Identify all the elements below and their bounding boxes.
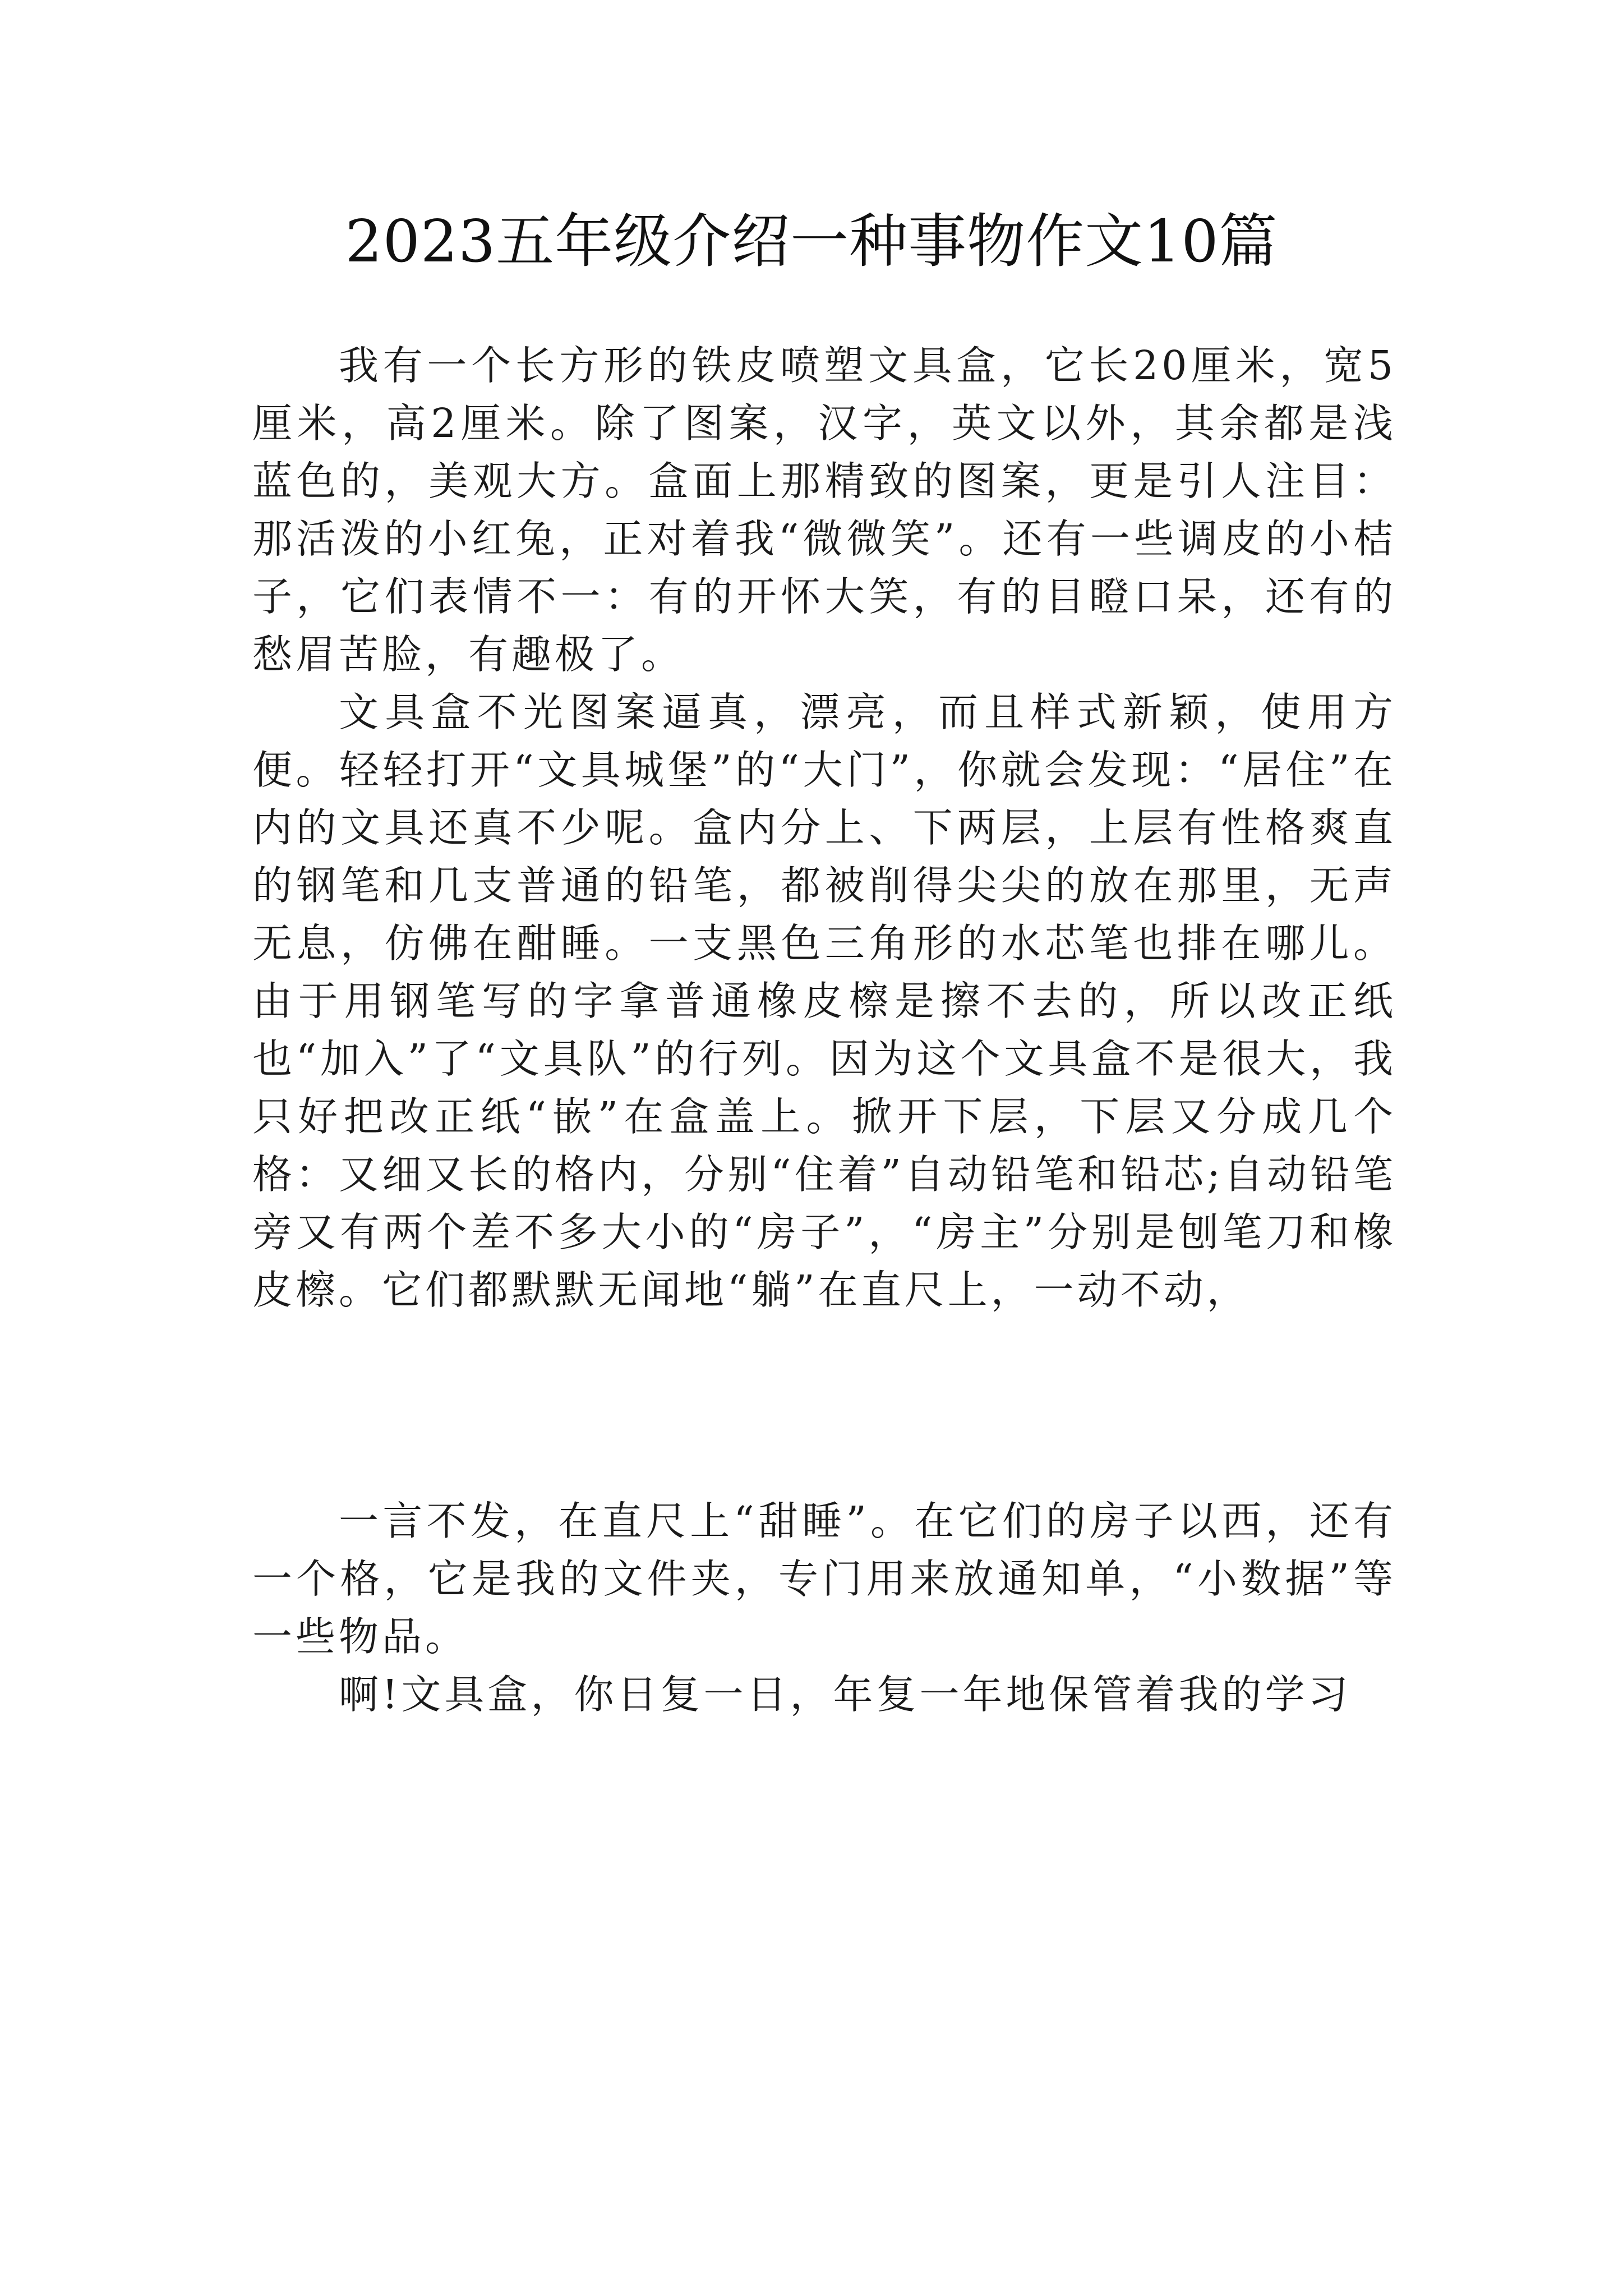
paragraph: 啊!文具盒，你日复一日，年复一年地保管着我的学习: [339, 1671, 1352, 1718]
document-title: 2023五年级介绍一种事物作文10篇: [345, 207, 1278, 275]
document-body: [252, 337, 1396, 1723]
paragraph: 我有一个长方形的铁皮喷塑文具盒，它长20厘米，宽5厘米，高2厘米。除了图案，汉字，英文以外，其余都是浅蓝色的，美观大方。盒面上那精致的图案，更是引人注目：那活泼的小红兔，正对着我“微微笑”。还有一些调皮的小桔子，它们表情不一：有的开怀大笑，有的目瞪口呆，还有的愁眉苦脸，有趣极了。: [252, 342, 1396, 678]
paragraph: 一言不发，在直尺上“甜睡”。在它们的房子以西，还有一个格，它是我的文件夹，专门用来放通知单，“小数据”等一些物品。: [252, 1498, 1396, 1660]
paragraph: 文具盒不光图案逼真，漂亮，而且样式新颖，使用方便。轻轻打开“文具城堡”的“大门”，你就会发现：“居住”在内的文具还真不少呢。盒内分上、下两层，上层有性格爽直的钢笔和几支普通的铅笔，都被削得尖尖的放在那里，无声无息，仿佛在酣睡。一支黑色三角形的水芯笔也排在哪儿。由于用钢笔写的字拿普通橡皮檫是擦不去的，所以改正纸也“加入”了“文具队”的行列。因为这个文具盒不是很大，我只好把改正纸“嵌”在盒盖上。掀开下层，下层又分成几个格：又细又长的格内，分别“住着”自动铅笔和铅芯;自动铅笔旁又有两个差不多大小的“房子”，“房主”分别是刨笔刀和橡皮檫。它们都默默无闻地“躺”在直尺上，一动不动，: [252, 689, 1396, 1313]
